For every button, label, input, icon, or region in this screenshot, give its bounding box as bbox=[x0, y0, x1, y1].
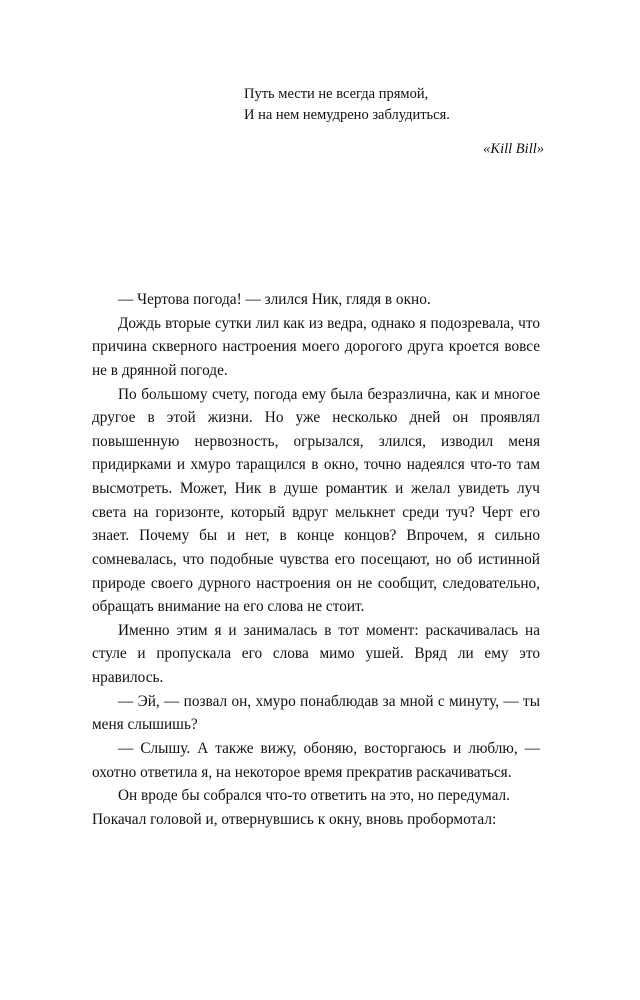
paragraph: По большому счету, погода ему была безразлична, как и многое другое в этой жизни. Но уже несколько дней он проявлял повышенную нервозность, огрызался, злился, изводил меня придирками и хмуро таращился в окно, точно надеялся что-то там высмотреть. Может, Ник в душе романтик и желал увидеть луч света на горизонте, который вдруг мелькнет среди туч? Черт его знает. Почему бы и нет, в конце концов? Впрочем, я сильно сомневалась, что подобные чувства его посещают, но об истинной природе своего дурного настроения он не сообщит, следовательно, обращать внимание на его слова не стоит. bbox=[92, 385, 540, 616]
paragraph: Дождь вторые сутки лил как из ведра, однако я подозревала, что причина скверного настроения моего дорогого друга кроется вовсе не в дрянной погоде. bbox=[92, 314, 540, 379]
paragraph: Именно этим я и занималась в тот момент: раскачивалась на стуле и пропускала его слова мимо ушей. Вряд ли ему это нравилось. bbox=[92, 621, 540, 686]
paragraph: — Слышу. А также вижу, обоняю, восторгаюсь и люблю, — охотно ответила я, на некоторое время прекратив раскачиваться. bbox=[92, 739, 540, 781]
epigraph-line-1: Путь мести не всегда прямой, bbox=[244, 86, 429, 102]
paragraph: — Чертова погода! — злился Ник, глядя в окно. bbox=[118, 291, 431, 308]
body-text bbox=[92, 288, 540, 831]
epigraph bbox=[244, 84, 544, 160]
epigraph-source: «Kill Bill» bbox=[483, 141, 544, 158]
paragraph: — Эй, — позвал он, хмуро понаблюдав за мной с минуту, — ты меня слышишь? bbox=[92, 692, 540, 734]
paragraph: Он вроде бы собрался что-то ответить на это, но передумал. Покачал головой и, отвернувшись к окну, вновь пробормотал: bbox=[92, 787, 510, 828]
epigraph-line-2: И на нем немудрено заблудиться. bbox=[244, 107, 450, 124]
